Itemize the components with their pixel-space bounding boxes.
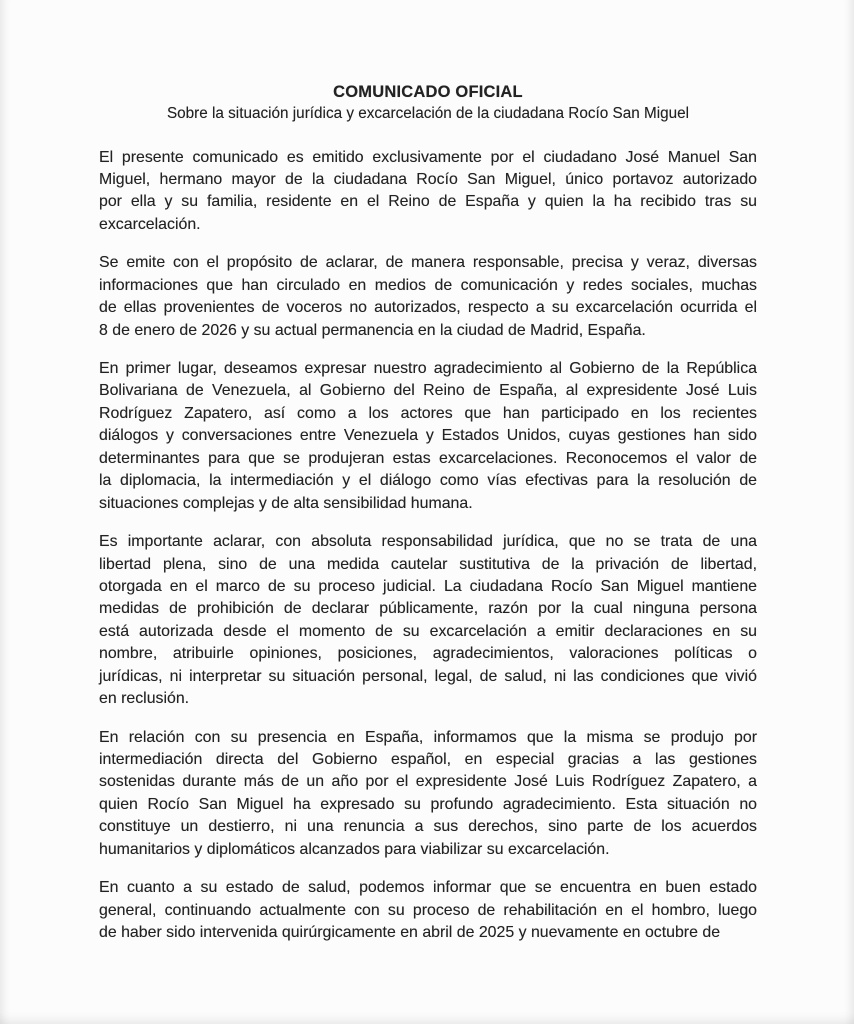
text-line: constituye un destierro, ni una renuncia a sus derechos, sino parte de los acuerdos [99, 818, 757, 836]
text-line: de ellas provenientes de voceros no autorizados, respecto a su excarcelación ocurrida el [99, 299, 757, 317]
text-line: Es importante aclarar, con absoluta responsabilidad jurídica, que no se trata de una [99, 533, 757, 551]
paragraph [99, 531, 757, 711]
paragraph [99, 727, 757, 862]
text-line: quien Rocío San Miguel ha expresado su profundo agradecimiento. Esta situación no [99, 795, 757, 813]
text-line: general, continuando actualmente con su proceso de rehabilitación en el hombro, luego [99, 901, 757, 919]
text-line: por ella y su familia, residente en el Reino de España y quien la ha recibido tras su [99, 193, 757, 211]
paragraph [99, 877, 757, 944]
text-line: está autorizada desde el momento de su excarcelación a emitir declaraciones en su [99, 622, 757, 640]
text-line: libertad plena, sino de una medida cautelar sustitutiva de la privación de libertad, [99, 555, 757, 573]
text-line: determinantes para que se produjeran estas excarcelaciones. Reconocemos el valor de [99, 449, 757, 467]
text-line: Rodríguez Zapatero, así como a los actores que han participado en los recientes [99, 404, 757, 422]
text-line: humanitarios y diplomáticos alcanzados para viabilizar su excarcelación. [99, 840, 610, 858]
text-line: excarcelación. [99, 215, 201, 233]
document-body [99, 147, 757, 945]
text-line: Bolivariana de Venezuela, al Gobierno del Reino de España, al expresidente José Luis [99, 382, 757, 400]
text-line: sostenidas durante más de un año por el expresidente José Luis Rodríguez Zapatero, a [99, 773, 757, 791]
page-title: COMUNICADO OFICIAL [333, 83, 523, 101]
text-line: En relación con su presencia en España, informamos que la misma se produjo por [99, 728, 757, 746]
text-line: otorgada en el marco de su proceso judicial. La ciudadana Rocío San Miguel mantiene [99, 577, 757, 595]
text-line: nombre, atribuirle opiniones, posiciones, agradecimientos, valoraciones políticas o [99, 645, 757, 663]
paragraph [99, 147, 757, 237]
text-line: jurídicas, ni interpretar su situación personal, legal, de salud, ni las condiciones que vivió [99, 667, 757, 685]
text-line: 8 de enero de 2026 y su actual permanencia en la ciudad de Madrid, España. [99, 321, 646, 339]
text-line: En primer lugar, deseamos expresar nuestro agradecimiento al Gobierno de la República [99, 360, 757, 377]
text-line: El presente comunicado es emitido exclusivamente por el ciudadano José Manuel San [99, 148, 757, 166]
text-line: en reclusión. [99, 690, 190, 708]
document-content [99, 0, 757, 961]
page-subtitle: Sobre la situación jurídica y excarcelación de la ciudadana Rocío San Miguel [166, 105, 690, 122]
text-line: de haber sido intervenida quirúrgicamente en abril de 2025 y nuevamente en octubre de [99, 924, 721, 942]
text-line: Miguel, hermano mayor de la ciudadana Rocío San Miguel, único portavoz autorizado [99, 170, 757, 188]
text-line: la diplomacia, la intermediación y el diálogo como vías efectivas para la resolución de [99, 472, 757, 490]
text-line: situaciones complejas y de alta sensibilidad humana. [99, 494, 473, 512]
text-line: intermediación directa del Gobierno español, en especial gracias a las gestiones [99, 751, 757, 768]
text-line: medidas de prohibición de declarar públicamente, razón por la cual ninguna persona [99, 600, 757, 618]
paragraph [99, 252, 757, 342]
text-line: En cuanto a su estado de salud, podemos informar que se encuentra en buen estado [99, 879, 757, 897]
text-line: informaciones que han circulado en medios de comunicación y redes sociales, muchas [99, 276, 757, 294]
text-line: diálogos y conversaciones entre Venezuela y Estados Unidos, cuyas gestiones han sido [99, 427, 757, 445]
paragraph [99, 358, 757, 515]
text-line: Se emite con el propósito de aclarar, de manera responsable, precisa y veraz, diversas [99, 254, 757, 272]
